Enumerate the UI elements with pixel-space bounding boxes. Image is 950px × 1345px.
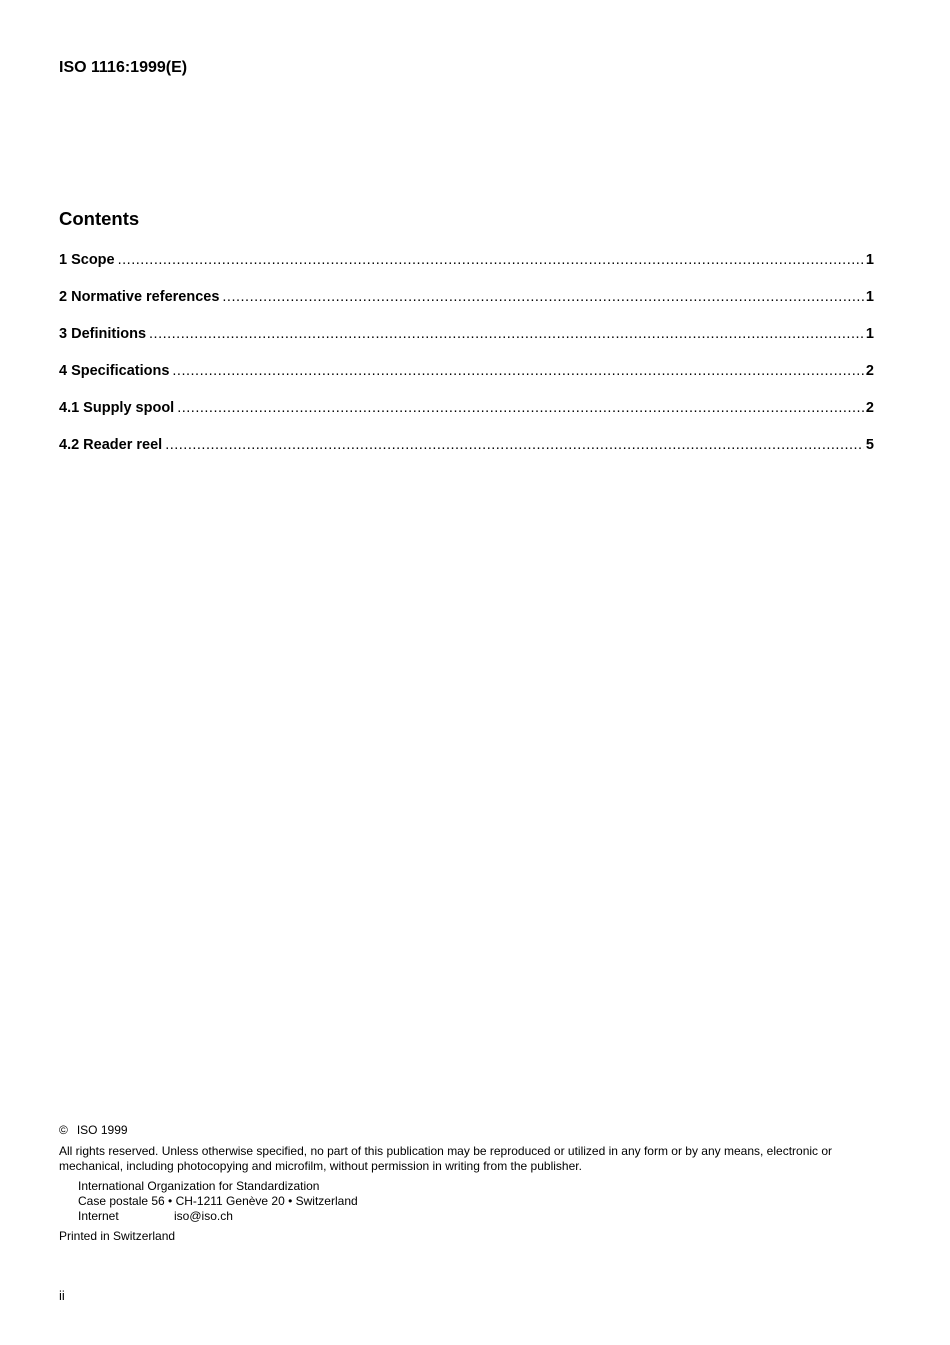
toc-leader-dots (149, 326, 864, 342)
table-of-contents (59, 252, 874, 474)
document-id: ISO 1116:1999(E) (59, 59, 188, 76)
toc-entry-scope[interactable] (59, 252, 874, 289)
toc-entry-page: 1 (865, 289, 874, 305)
toc-leader-dots (118, 252, 864, 268)
copyright-icon: © (59, 1123, 68, 1137)
page-number: ii (59, 1288, 65, 1303)
internet-label: Internet (78, 1209, 119, 1223)
copyright-line (59, 1123, 879, 1138)
toc-entry-page: 2 (865, 400, 874, 416)
printed-in: Printed in Switzerland (59, 1229, 176, 1243)
internet-row (78, 1209, 879, 1224)
contents-title: Contents (59, 208, 140, 229)
toc-entry-page: 2 (865, 363, 874, 379)
toc-entry-supply-spool[interactable] (59, 400, 874, 437)
organization-name: International Organization for Standardization (78, 1179, 320, 1193)
internet-email[interactable]: iso@iso.ch (174, 1209, 233, 1223)
toc-entry-page: 1 (865, 252, 874, 268)
toc-leader-dots (165, 437, 864, 453)
toc-entry-label: 4.2 Reader reel (59, 437, 163, 453)
toc-leader-dots (172, 363, 864, 379)
toc-entry-page: 1 (865, 326, 874, 342)
toc-entry-normative-references[interactable] (59, 289, 874, 326)
copyright-footer (59, 1123, 879, 1244)
copyright-text: ISO 1999 (76, 1123, 128, 1137)
postal-address: Case postale 56 • CH-1211 Genève 20 • Switzerland (78, 1194, 358, 1208)
publisher-address (59, 1179, 879, 1224)
toc-leader-dots (222, 289, 864, 305)
toc-entry-label: 2 Normative references (59, 289, 220, 305)
toc-entry-label: 4 Specifications (59, 363, 170, 379)
toc-entry-page: 5 (865, 437, 874, 453)
toc-entry-specifications[interactable] (59, 363, 874, 400)
rights-statement: All rights reserved. Unless otherwise specified, no part of this publication may be reproduced or utilized in any form or by any means, electronic or mechanical, including photocopying and microfilm, without permission in writing from the publisher. (59, 1144, 833, 1173)
toc-entry-label: 3 Definitions (59, 326, 147, 342)
toc-entry-reader-reel[interactable] (59, 437, 874, 474)
toc-leader-dots (177, 400, 864, 416)
toc-entry-label: 4.1 Supply spool (59, 400, 175, 416)
toc-entry-definitions[interactable] (59, 326, 874, 363)
toc-entry-label: 1 Scope (59, 252, 115, 268)
